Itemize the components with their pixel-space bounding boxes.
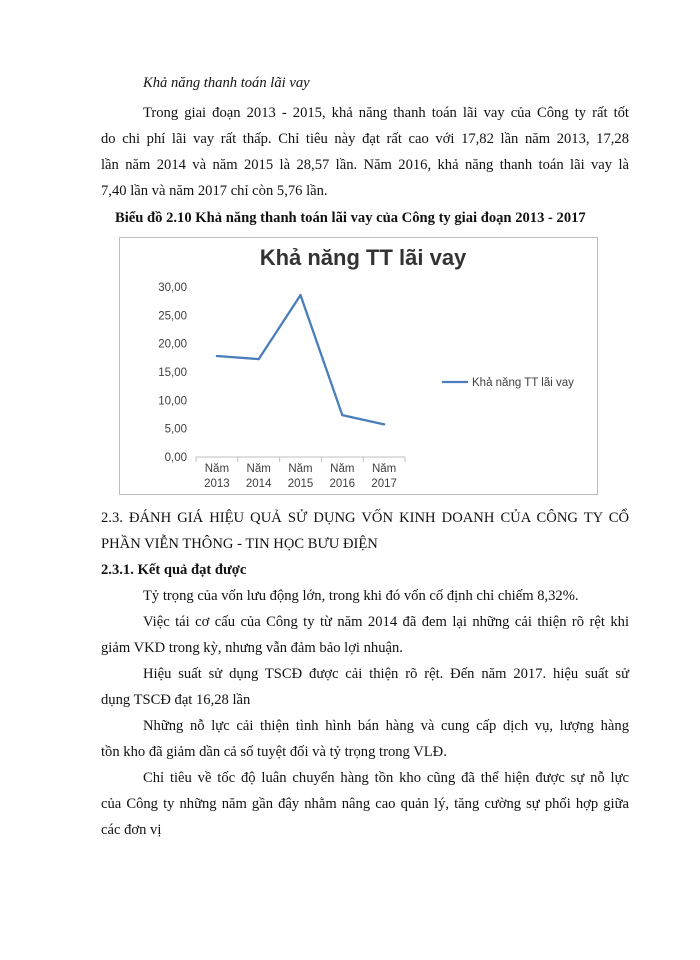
paragraph-line: của Công ty những năm gần đây nhằm nâng cao quản lý, tăng cường sự phối hợp giữa [101,796,629,812]
data-point [258,358,260,360]
data-point [383,423,385,425]
data-point [341,414,343,416]
legend-label: Khả năng TT lãi vay [472,377,574,389]
x-tick-label: Năm [246,463,271,475]
series-line [217,295,384,424]
paragraph-line: Tỷ trọng của vốn lưu động lớn, trong khi đó vốn cố định chỉ chiếm 8,32%. [143,588,579,604]
chart-frame [119,237,598,495]
x-tick-label: Năm [204,463,230,475]
x-tick-label: 2016 [329,478,356,490]
paragraph-line: giảm VKD trong kỳ, nhưng vẫn đảm bảo lợi nhuận. [101,640,403,656]
data-point [216,355,218,357]
chart-title: Khả năng TT lãi vay [259,245,467,270]
subsection-title: 2.3.1. Kết quả đạt được [101,562,247,578]
intro-line: Trong giai đoạn 2013 - 2015, khả năng thanh toán lãi vay của Công ty rất tốt [143,105,629,121]
paragraph-line: tồn kho đã giảm dần cả số tuyệt đối và tỷ trọng trong VLĐ. [101,744,447,760]
intro-line: do chi phí lãi vay rất thấp. Chỉ tiêu này đạt rất cao với 17,82 lần năm 2013, 17,28 [101,131,629,147]
paragraph-line: Hiệu suất sử dụng TSCĐ được cải thiện rõ rệt. Đến năm 2017. hiệu suất sử [143,666,629,682]
y-tick-label: 10,00 [158,395,187,408]
x-tick-label: 2015 [287,478,314,490]
paragraph-line: Chỉ tiêu về tốc độ luân chuyển hàng tồn kho cũng đã thể hiện được sự nỗ lực [143,770,629,786]
y-tick-label: 0,00 [164,452,187,464]
data-point [299,294,301,296]
y-tick-label: 20,00 [158,338,187,351]
y-tick-label: 15,00 [158,367,187,379]
x-tick-label: Năm [371,463,397,475]
intro-line: lần năm 2014 và năm 2015 là 28,57 lần. Năm 2016, khả năng thanh toán lãi vay là [101,157,629,173]
line-chart [120,238,597,494]
x-tick-label: 2013 [204,478,230,490]
y-tick-label: 25,00 [158,310,187,323]
paragraph-line: dụng TSCĐ đạt 16,28 lần [101,692,251,708]
paragraph-line: các đơn vị [101,822,162,838]
x-tick-label: Năm [330,463,355,475]
x-tick-label: 2014 [245,478,272,490]
section-heading: Khả năng thanh toán lãi vay [143,75,310,91]
paragraph-line: Việc tái cơ cấu của Công ty từ năm 2014 đã đem lại những cải thiện rõ rệt khi [143,614,629,630]
section-title-line: PHẦN VIỄN THÔNG - TIN HỌC BƯU ĐIỆN [101,536,378,552]
intro-line: 7,40 lần và năm 2017 chỉ còn 5,76 lần. [101,183,328,199]
section-title-line: 2.3. ĐÁNH GIÁ HIỆU QUẢ SỬ DỤNG VỐN KINH DOANH CỦA CÔNG TY CỔ [101,510,629,526]
paragraph-line: Những nỗ lực cải thiện tình hình bán hàng và cung cấp dịch vụ, lượng hàng [143,718,629,734]
x-tick-label: 2017 [371,478,397,490]
y-tick-label: 30,00 [158,282,187,294]
figure-caption: Biểu đồ 2.10 Khả năng thanh toán lãi vay của Công ty giai đoạn 2013 - 2017 [115,210,586,226]
x-tick-label: Năm [288,463,313,475]
y-tick-label: 5,00 [164,423,187,436]
